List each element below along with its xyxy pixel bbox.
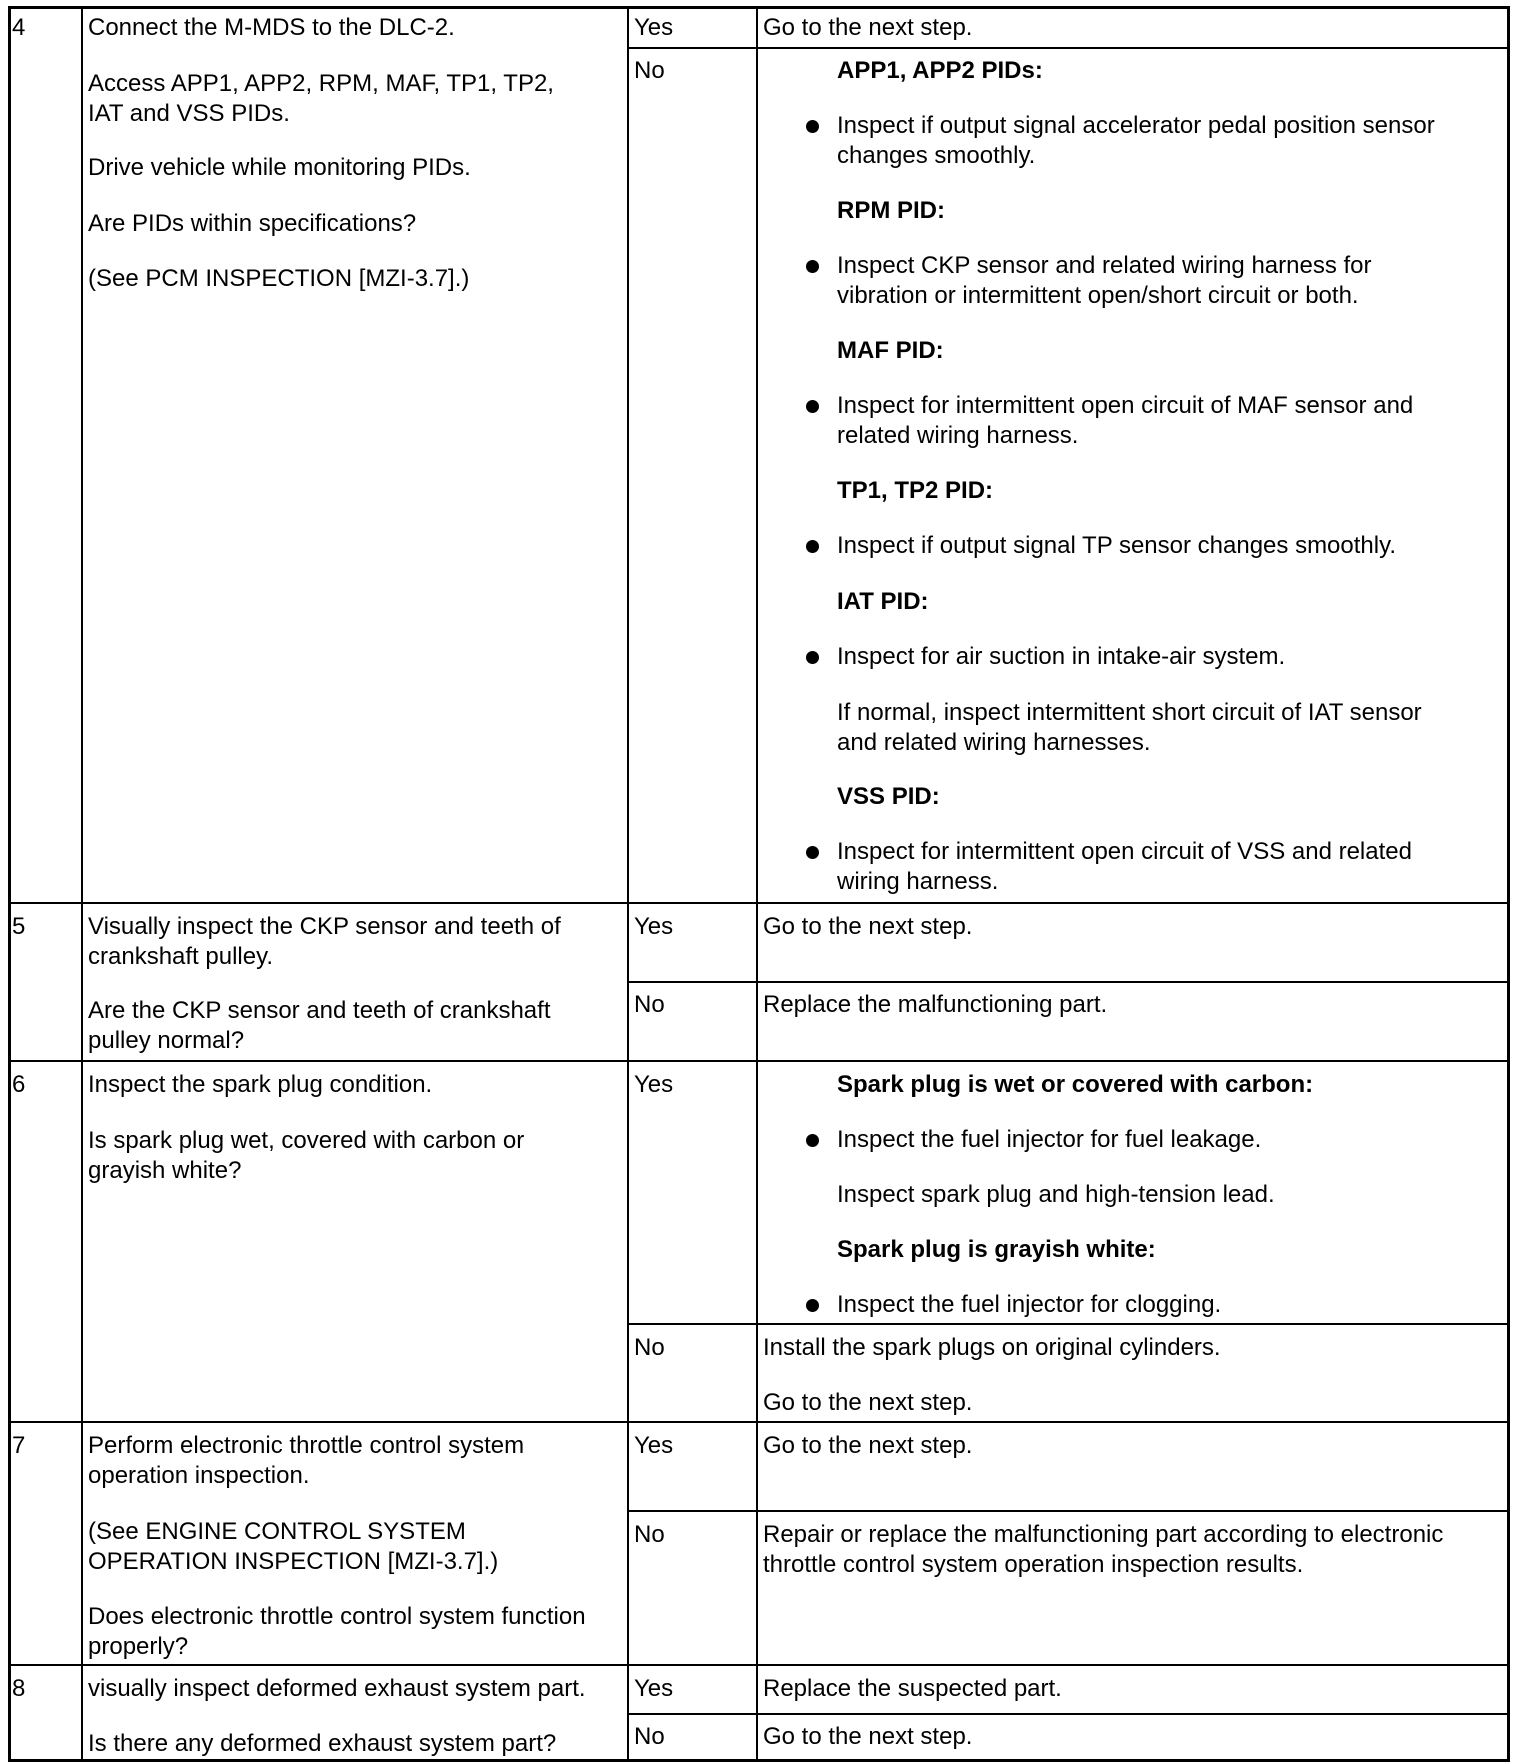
action-text: Does electronic throttle control system function properly? [88,1603,586,1660]
action-text: Visually inspect the CKP sensor and teeth of crankshaft pulley. [88,913,561,970]
result-bullet-text: Inspect the fuel injector for fuel leakage. [837,1126,1262,1153]
bullet-icon [806,400,819,413]
result-bullet-text: Inspect for intermittent open circuit of MAF sensor and related wiring harness. [837,392,1414,449]
yes-result: Go to the next step. [763,14,973,41]
column-divider-step [81,6,83,1762]
result-note: If normal, inspect intermittent short circuit of IAT sensor and related wiring harnesses. [837,699,1422,756]
step-number: 8 [12,1675,26,1702]
bullet-icon [806,260,819,273]
action-text: Connect the M-MDS to the DLC-2. [88,14,455,41]
result-heading: RPM PID: [837,197,945,224]
row-divider-6-7 [8,1421,1510,1423]
bullet-icon [806,540,819,553]
action-text: Are the CKP sensor and teeth of crankshaft pulley normal? [88,997,551,1054]
bullet-icon [806,1134,819,1147]
result-note: Inspect spark plug and high-tension lead. [837,1181,1275,1208]
row-divider-5-6 [8,1060,1510,1062]
action-reference: (See PCM INSPECTION [MZI-3.7].) [88,265,470,292]
result-heading: TP1, TP2 PID: [837,477,994,504]
action-text: Drive vehicle while monitoring PIDs. [88,154,471,181]
action-text: Are PIDs within specifications? [88,210,417,237]
action-text: Inspect the spark plug condition. [88,1071,433,1098]
no-label: No [634,1521,665,1548]
result-heading: IAT PID: [837,588,929,615]
answer-divider-4 [627,47,1510,49]
result-bullet-text: Inspect if output signal accelerator pedal position sensor changes smoothly. [837,112,1435,169]
action-reference: (See ENGINE CONTROL SYSTEM OPERATION INSPECTION [MZI-3.7].) [88,1518,499,1575]
bullet-icon [806,120,819,133]
result-heading: Spark plug is wet or covered with carbon: [837,1071,1314,1098]
action-text: Is spark plug wet, covered with carbon or grayish white? [88,1127,525,1184]
result-heading: VSS PID: [837,783,940,810]
no-result: Repair or replace the malfunctioning part according to electronic throttle control system operation inspection results. [763,1521,1444,1578]
yes-result: Replace the suspected part. [763,1675,1062,1702]
no-result: Install the spark plugs on original cylinders. [763,1334,1221,1361]
yes-label: Yes [634,1432,674,1459]
no-label: No [634,57,665,84]
no-label: No [634,1723,665,1750]
yes-label: Yes [634,1675,674,1702]
bullet-icon [806,651,819,664]
no-label: No [634,991,665,1018]
result-bullet-text: Inspect CKP sensor and related wiring harness for vibration or intermittent open/short circuit or both. [837,252,1372,309]
answer-divider-6 [627,1323,1510,1325]
yes-label: Yes [634,913,674,940]
row-divider-7-8 [8,1664,1510,1666]
column-divider-answer [756,6,758,1762]
no-label: No [634,1334,665,1361]
answer-divider-7 [627,1510,1510,1512]
no-result: Go to the next step. [763,1389,973,1416]
step-number: 6 [12,1071,26,1098]
yes-label: Yes [634,14,674,41]
result-bullet-text: Inspect the fuel injector for clogging. [837,1291,1222,1318]
result-heading: APP1, APP2 PIDs: [837,57,1043,84]
result-bullet-text: Inspect for air suction in intake-air system. [837,643,1286,670]
action-text: Is there any deformed exhaust system part? [88,1730,557,1757]
row-divider-4-5 [8,902,1510,904]
result-bullet-text: Inspect if output signal TP sensor changes smoothly. [837,532,1396,559]
result-heading: Spark plug is grayish white: [837,1236,1156,1263]
yes-result: Go to the next step. [763,913,973,940]
action-text: Perform electronic throttle control system operation inspection. [88,1432,525,1489]
bullet-icon [806,1299,819,1312]
yes-label: Yes [634,1071,674,1098]
answer-divider-8 [627,1713,1510,1715]
step-number: 4 [12,14,26,41]
no-result: Replace the malfunctioning part. [763,991,1108,1018]
action-text: Access APP1, APP2, RPM, MAF, TP1, TP2, IAT and VSS PIDs. [88,70,554,127]
column-divider-action [627,6,629,1762]
answer-divider-5 [627,981,1510,983]
result-heading: MAF PID: [837,337,944,364]
yes-result: Go to the next step. [763,1432,973,1459]
no-result: Go to the next step. [763,1723,973,1750]
result-bullet-text: Inspect for intermittent open circuit of VSS and related wiring harness. [837,838,1412,895]
step-number: 5 [12,913,26,940]
bullet-icon [806,846,819,859]
step-number: 7 [12,1432,26,1459]
action-text: visually inspect deformed exhaust system part. [88,1675,586,1702]
